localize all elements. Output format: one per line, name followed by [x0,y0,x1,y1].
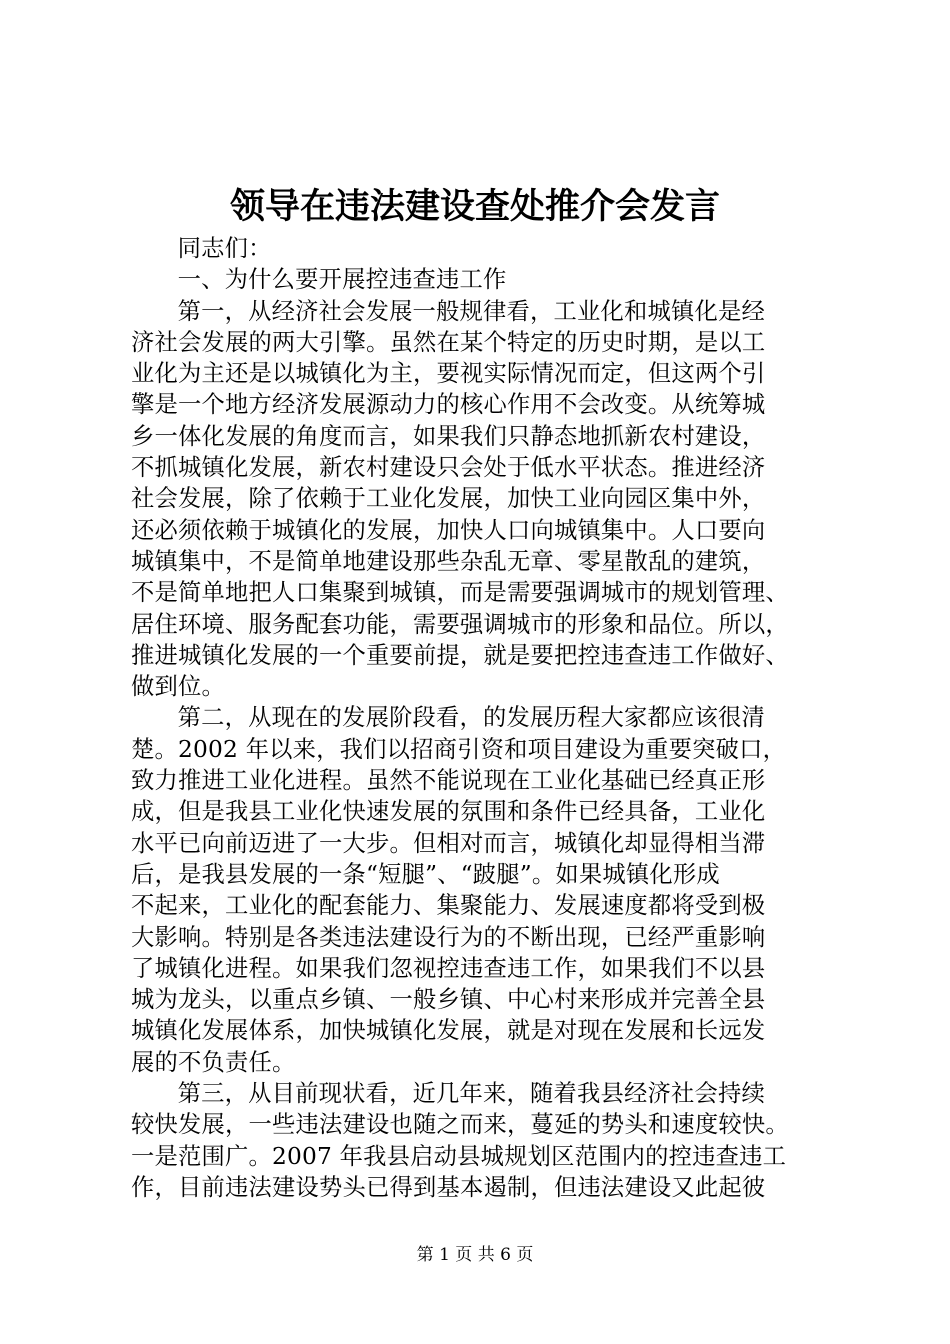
paragraph-line: 第一，从经济社会发展一般规律看，工业化和城镇化是经 [177,297,766,325]
paragraph-line: 推进城镇化发展的一个重要前提，就是要把控违查违工作做好、 [131,641,789,669]
document-title: 领导在违法建设查处推介会发言 [229,186,720,227]
paragraph-line: 成，但是我县工业化快速发展的氛围和条件已经具备，工业化 [131,798,766,826]
paragraph-line: 城为龙头，以重点乡镇、一般乡镇、中心村来形成并完善全县 [131,986,766,1014]
paragraph-line: 致力推进工业化进程。虽然不能说现在工业化基础已经真正形 [131,767,766,795]
paragraph-line: 城镇集中，不是简单地建设那些杂乱无章、零星散乱的建筑， [131,547,766,575]
paragraph-line: 第三，从目前现状看，近几年来，随着我县经济社会持续 [177,1080,766,1108]
paragraph-1 [131,296,831,703]
paragraph-line: 一是范围广。2007 年我县启动县城规划区范围内的控违查违工 [131,1142,787,1170]
paragraph-line: 作，目前违法建设势头已得到基本遏制，但违法建设又此起彼 [131,1173,766,1201]
paragraph-line: 水平已向前迈进了一大步。但相对而言，城镇化却显得相当滞 [131,829,766,857]
paragraph-line: 第二，从现在的发展阶段看，的发展历程大家都应该很清 [177,704,766,732]
paragraph-line: 不是简单地把人口集聚到城镇，而是需要强调城市的规划管理、 [131,579,789,607]
salutation: 同志们： [177,235,272,262]
paragraph-line: 展的不负责任。 [131,1048,296,1076]
paragraph-line: 居住环境、服务配套功能，需要强调城市的形象和品位。所以， [131,610,789,638]
paragraph-line: 还必须依赖于城镇化的发展，加快人口向城镇集中。人口要向 [131,516,766,544]
paragraph-2 [131,702,831,1078]
paragraph-line: 大影响。特别是各类违法建设行为的不断出现，已经严重影响 [131,923,766,951]
paragraph-line: 不抓城镇化发展，新农村建设只会处于低水平状态。推进经济 [131,454,766,482]
paragraph-line: 后，是我县发展的一条“短腿”、“跛腿”。如果城镇化形成 [131,860,720,888]
paragraph-line: 不起来，工业化的配套能力、集聚能力、发展速度都将受到极 [131,892,766,920]
paragraph-line: 做到位。 [131,673,225,701]
paragraph-line: 城镇化发展体系，加快城镇化发展，就是对现在发展和长远发 [131,1017,766,1045]
paragraph-line: 乡一体化发展的角度而言，如果我们只静态地抓新农村建设， [131,422,766,450]
page-number-footer: 第 1 页 共 6 页 [416,1245,534,1265]
paragraph-line: 较快发展，一些违法建设也随之而来，蔓延的势头和速度较快。 [131,1111,789,1139]
paragraph-3 [131,1078,831,1203]
paragraph-line: 楚。2002 年以来，我们以招商引资和项目建设为重要突破口， [131,735,787,763]
paragraph-line: 业化为主还是以城镇化为主，要视实际情况而定，但这两个引 [131,360,766,388]
section-heading: 一、为什么要开展控违查违工作 [177,266,507,294]
document-body [131,233,831,1203]
paragraph-line: 擎是一个地方经济发展源动力的核心作用不会改变。从统筹城 [131,391,766,419]
paragraph-line: 济社会发展的两大引擎。虽然在某个特定的历史时期，是以工 [131,328,766,356]
paragraph-line: 了城镇化进程。如果我们忽视控违查违工作，如果我们不以县 [131,954,766,982]
paragraph-line: 社会发展，除了依赖于工业化发展，加快工业向园区集中外， [131,485,766,513]
